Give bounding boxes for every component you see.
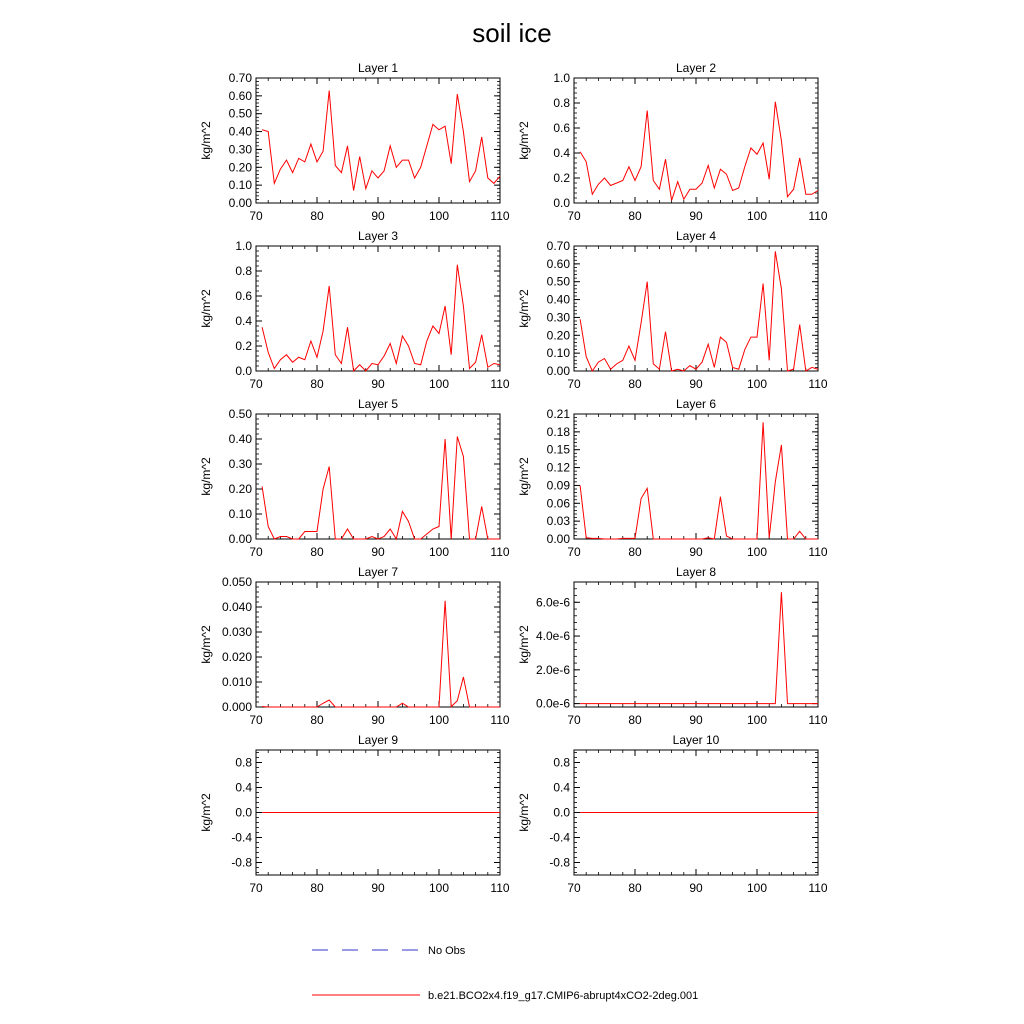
panel-layer-9 [199,733,510,895]
series-line-layer-4 [580,251,818,371]
y-tick-label: 0.60 [228,88,252,103]
y-axis-label: kg/m^2 [517,793,531,832]
y-tick-label: -0.8 [231,855,252,870]
y-tick-label: 0.50 [546,274,570,289]
y-axis-label: kg/m^2 [199,625,213,664]
y-tick-label: 0.30 [228,142,252,157]
y-tick-label: 0.20 [546,328,570,343]
x-tick-label: 100 [746,713,768,727]
legend-label-1: No Obs [428,945,466,957]
y-tick-label: 0.70 [546,239,570,253]
x-tick-label: 80 [628,545,642,559]
y-tick-label: 0.21 [546,407,570,421]
x-tick-label: 90 [689,209,703,223]
y-tick-label: 0.6 [553,121,570,135]
x-tick-label: 110 [808,209,828,223]
x-tick-label: 80 [310,713,324,727]
x-tick-label: 100 [746,209,768,223]
x-tick-label: 100 [746,377,768,391]
x-tick-label: 90 [689,881,703,895]
x-tick-label: 100 [428,881,450,895]
x-tick-label: 80 [310,377,324,391]
x-tick-label: 80 [310,881,324,895]
y-tick-label: 0.000 [221,700,252,714]
y-tick-label: 0.09 [546,478,570,493]
y-tick-label: 0.06 [546,496,570,511]
plot-frame [574,246,818,371]
y-tick-label: 0.6 [235,289,252,303]
x-tick-label: 70 [567,209,581,223]
x-tick-label: 110 [490,545,510,559]
y-axis-label: kg/m^2 [199,289,213,328]
panel-layer-10 [517,733,828,895]
x-tick-label: 90 [689,713,703,727]
y-tick-label: 0.40 [228,432,252,446]
y-tick-label: 0.30 [546,310,570,325]
x-tick-label: 70 [249,713,263,727]
x-tick-label: 70 [249,377,263,391]
y-tick-label: 0.4 [553,146,570,160]
y-axis-label: kg/m^2 [517,289,531,328]
y-tick-label: 0.60 [546,256,570,271]
y-tick-label: 0.70 [228,71,252,85]
x-tick-label: 70 [567,545,581,559]
y-tick-label: 0.18 [546,424,570,439]
x-tick-label: 90 [371,377,385,391]
y-tick-label: 0.010 [221,675,252,689]
y-tick-label: -0.4 [231,830,252,845]
panel-layer-5 [199,397,510,559]
x-tick-label: 70 [567,377,581,391]
x-tick-label: 100 [428,545,450,559]
panel-layer-8 [517,565,828,727]
y-tick-label: 0.0 [235,805,252,820]
x-tick-label: 80 [628,209,642,223]
x-tick-label: 110 [490,881,510,895]
x-tick-label: 70 [567,713,581,727]
plot-frame [256,582,500,707]
panel-layer-2 [517,61,828,223]
x-tick-label: 110 [808,881,828,895]
y-tick-label: 0.8 [235,755,252,770]
y-tick-label: 0.0 [553,805,570,820]
y-tick-label: 0.0e-6 [535,696,570,711]
y-axis-label: kg/m^2 [517,121,531,160]
y-tick-label: 6.0e-6 [535,595,570,610]
y-tick-label: 2.0e-6 [535,662,570,677]
plot-frame [574,414,818,539]
panel-title: Layer 8 [675,565,717,579]
x-tick-label: 100 [746,545,768,559]
y-tick-label: 0.4 [235,314,252,328]
panel-title: Layer 3 [357,229,399,243]
y-tick-label: 0.2 [553,171,570,185]
y-tick-label: 0.030 [221,625,252,639]
panel-layer-4 [517,229,828,391]
y-axis-label: kg/m^2 [199,793,213,832]
x-tick-label: 110 [490,209,510,223]
series-line-layer-5 [262,437,500,540]
y-tick-label: 0.8 [553,755,570,770]
legend [312,945,698,1002]
y-tick-label: 0.00 [228,196,252,210]
series-line-layer-6 [580,422,818,539]
x-tick-label: 70 [249,881,263,895]
plot-frame [256,78,500,203]
y-tick-label: 0.020 [221,650,252,664]
panel-title: Layer 4 [675,229,717,243]
plot-frame [256,414,500,539]
panel-title: Layer 7 [357,565,399,579]
y-tick-label: 0.2 [235,339,252,353]
y-tick-label: 0.30 [228,457,252,471]
x-tick-label: 90 [371,881,385,895]
x-tick-label: 90 [689,545,703,559]
y-tick-label: 0.8 [553,96,570,110]
y-tick-label: 0.20 [228,482,252,496]
y-tick-label: 0.050 [221,575,252,589]
x-tick-label: 70 [567,881,581,895]
y-tick-label: -0.8 [549,855,570,870]
y-tick-label: 0.50 [228,407,252,421]
y-tick-label: 0.0 [553,196,570,210]
x-tick-label: 110 [808,377,828,391]
y-tick-label: 0.40 [228,124,252,139]
y-tick-label: 0.00 [228,532,252,546]
y-tick-label: 0.8 [235,264,252,278]
panel-layer-1 [199,61,510,223]
series-line-layer-1 [262,91,500,191]
x-tick-label: 90 [689,377,703,391]
x-tick-label: 80 [628,713,642,727]
y-tick-label: 0.03 [546,514,570,529]
y-axis-label: kg/m^2 [199,121,213,160]
panel-title: Layer 9 [357,733,399,747]
panels [199,61,828,895]
x-tick-label: 100 [428,377,450,391]
series-line-layer-7 [262,601,500,707]
x-tick-label: 80 [310,209,324,223]
y-tick-label: 0.4 [553,780,570,795]
panel-layer-6 [517,397,828,559]
y-tick-label: 0.040 [221,600,252,614]
y-tick-label: 1.0 [235,239,252,253]
x-tick-label: 80 [628,377,642,391]
y-axis-label: kg/m^2 [517,625,531,664]
x-tick-label: 80 [310,545,324,559]
series-line-layer-3 [262,265,500,371]
x-tick-label: 70 [249,545,263,559]
series-line-layer-2 [580,102,818,201]
panel-layer-7 [199,565,510,727]
x-tick-label: 100 [428,713,450,727]
panel-layer-3 [199,229,510,391]
panel-title: Layer 2 [675,61,717,75]
x-tick-label: 100 [428,209,450,223]
y-axis-label: kg/m^2 [199,457,213,496]
x-tick-label: 80 [628,881,642,895]
x-tick-label: 90 [371,209,385,223]
y-tick-label: 0.00 [546,532,570,546]
legend-label-2: b.e21.BCO2x4.f19_g17.CMIP6-abrupt4xCO2-2deg.001 [428,990,699,1002]
y-tick-label: 0.10 [228,178,252,193]
y-tick-label: 0.00 [546,364,570,378]
panel-title: Layer 1 [357,61,399,75]
panel-title: Layer 10 [672,733,720,747]
y-axis-label: kg/m^2 [517,457,531,496]
y-tick-label: 1.0 [553,71,570,85]
x-tick-label: 110 [808,545,828,559]
x-tick-label: 70 [249,209,263,223]
y-tick-label: 0.50 [228,106,252,121]
y-tick-label: 0.4 [235,780,252,795]
y-tick-label: 0.15 [546,442,570,457]
panel-title: Layer 6 [675,397,717,411]
x-tick-label: 90 [371,713,385,727]
series-line-layer-8 [580,592,818,703]
y-tick-label: 0.20 [228,160,252,175]
panel-title: Layer 5 [357,397,399,411]
y-tick-label: -0.4 [549,830,570,845]
x-tick-label: 110 [490,713,510,727]
y-tick-label: 0.40 [546,292,570,307]
y-tick-label: 0.0 [235,364,252,378]
x-tick-label: 110 [490,377,510,391]
y-tick-label: 0.12 [546,460,570,475]
x-tick-label: 90 [371,545,385,559]
y-tick-label: 4.0e-6 [535,629,570,644]
y-tick-label: 0.10 [228,507,252,521]
x-tick-label: 110 [808,713,828,727]
y-tick-label: 0.10 [546,346,570,361]
main-title: soil ice [472,18,552,48]
x-tick-label: 100 [746,881,768,895]
